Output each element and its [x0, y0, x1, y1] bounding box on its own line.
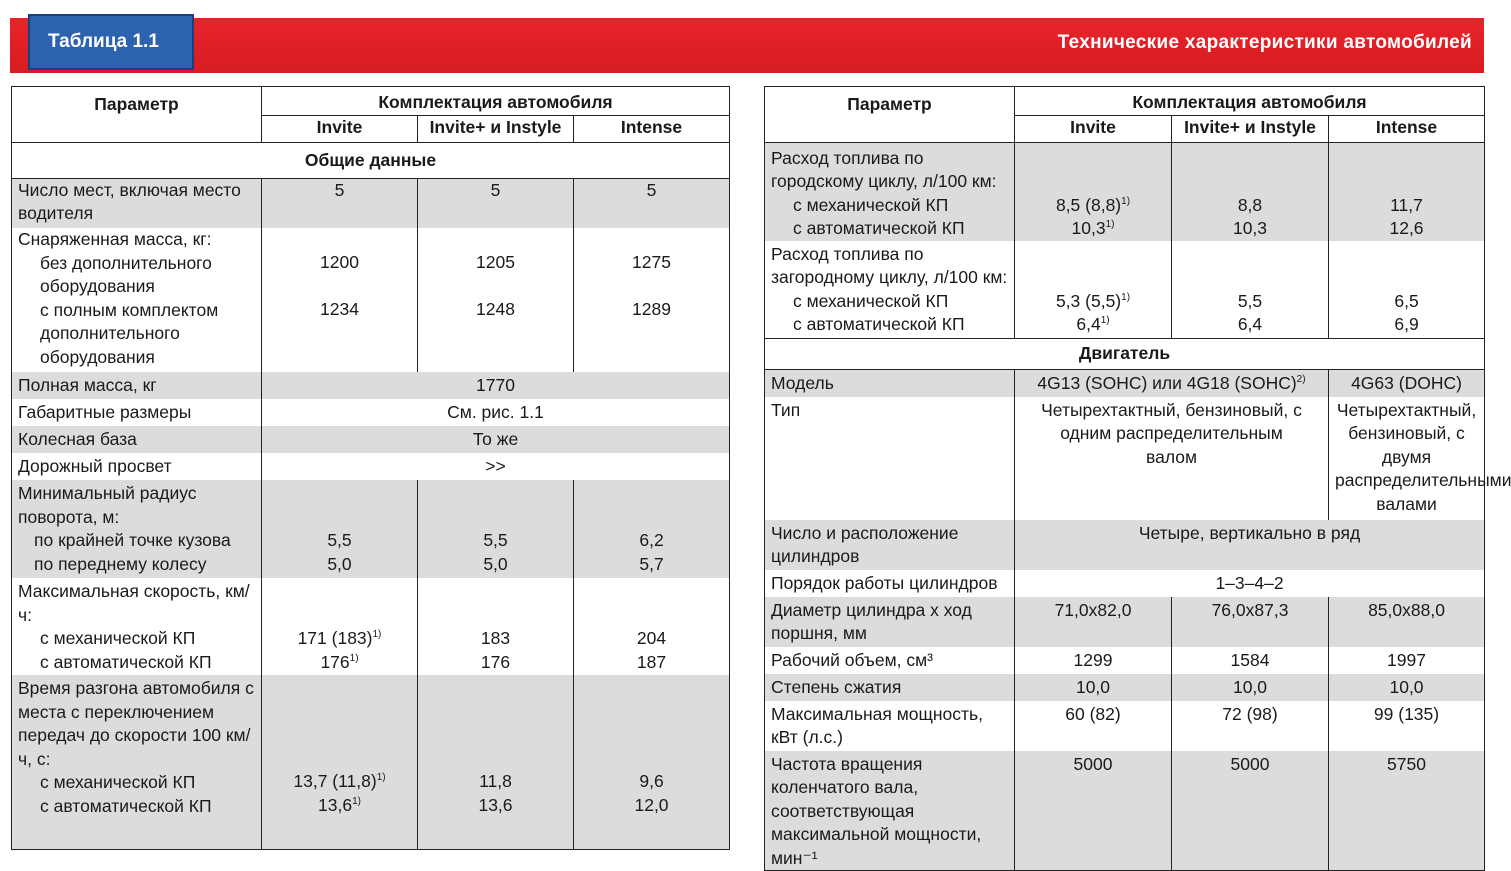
table-row: Тип Четырехтактный, бензиновый, с одним распределительным валом Четырехтактный, бензиновый, с двумя распределительными валами [765, 397, 1485, 520]
table-row: Рабочий объем, см³ 1299 1584 1997 [765, 647, 1485, 674]
table-row: Минимальный радиус поворота, м: по крайней точке кузова по переднему колесу 5,5 5,0 5,5 5,0 6,2 5,7 [12, 480, 730, 578]
table-title-banner [10, 18, 1484, 73]
table-row: Расход топлива по городскому циклу, л/100 км: с механической КП с автоматической КП 8,5 $(8,8)^{1)}$ 10,3$^{1)}$ 8,8 10,3 11,7 12,6 [765, 142, 1485, 241]
header-param: Параметр [765, 87, 1015, 143]
table-row: Габаритные размеры См. рис. 1.1 [12, 399, 730, 426]
table-row: Максимальная мощность, кВт (л.с.) 60 (82) 72 (98) 99 (135) [765, 701, 1485, 751]
header-intense: Intense [574, 115, 730, 142]
header-param: Параметр [12, 87, 262, 143]
table-row: Число мест, включая место водителя 5 5 5 [12, 178, 730, 228]
section-general: Общие данные [12, 142, 730, 178]
table-title: Технические характеристики автомобилей [1057, 32, 1472, 53]
table-row: Порядок работы цилиндров 1–3–4–2 [765, 570, 1485, 597]
header-invite-plus: Invite+ и Instyle [418, 115, 574, 142]
header-invite: Invite [262, 115, 418, 142]
table-row: Частота вращения коленчатого вала, соответствующая максимальной мощности, мин⁻¹ 5000 5000 5750 [765, 751, 1485, 871]
header-invite: Invite [1015, 115, 1172, 142]
table-number-badge: Таблица 1.1 [28, 14, 194, 70]
header-intense: Intense [1329, 115, 1485, 142]
table-row: Расход топлива по загородному циклу, л/100 км: с механической КП с автоматической КП 5,3 $(5,5)^{1)}$ 6,4$^{1)}$ 5,5 6,4 6,5 6,9 [765, 241, 1485, 339]
spec-table-left [11, 86, 730, 850]
table-row: Полная масса, кг 1770 [12, 372, 730, 399]
table-row: Диаметр цилиндра х ход поршня, мм 71,0x82,0 76,0x87,3 85,0x88,0 [765, 597, 1485, 647]
header-group: Комплектация автомобиля [1015, 87, 1485, 116]
table-row: Максимальная скорость, км/ч: с механической КП с автоматической КП 171 $(183)^{1)}$ 176$^{1)}$ 183 176 204 187 [12, 578, 730, 675]
spec-table-right [764, 86, 1511, 871]
header-invite-plus: Invite+ и Instyle [1172, 115, 1329, 142]
table-row: Время разгона автомобиля с места с переключением передач до скорости 100 км/ч, с: с механической КП с автоматической КП 13,7 $(11,8)^{1)}$ 13,6$^{1)}$ 11,8 13,6 9,6 12,0 [12, 675, 730, 849]
table-row: Число и расположение цилиндров Четыре, вертикально в ряд [765, 520, 1485, 570]
table-row: Дорожный просвет >> [12, 453, 730, 480]
table-row: Модель 4G13 (SOHC) или 4G18 (SOHC)$^{2)}$ 4G63 (DOHC) [765, 370, 1485, 397]
section-engine: Двигатель [765, 339, 1485, 370]
table-row: Снаряженная масса, кг: без дополнительного оборудования с полным комплектом дополнительного оборудования 1200 1234 1205 1248 1275 1289 [12, 228, 730, 372]
table-row: Степень сжатия 10,0 10,0 10,0 [765, 674, 1485, 701]
header-group: Комплектация автомобиля [262, 87, 730, 116]
table-row: Колесная база То же [12, 426, 730, 453]
